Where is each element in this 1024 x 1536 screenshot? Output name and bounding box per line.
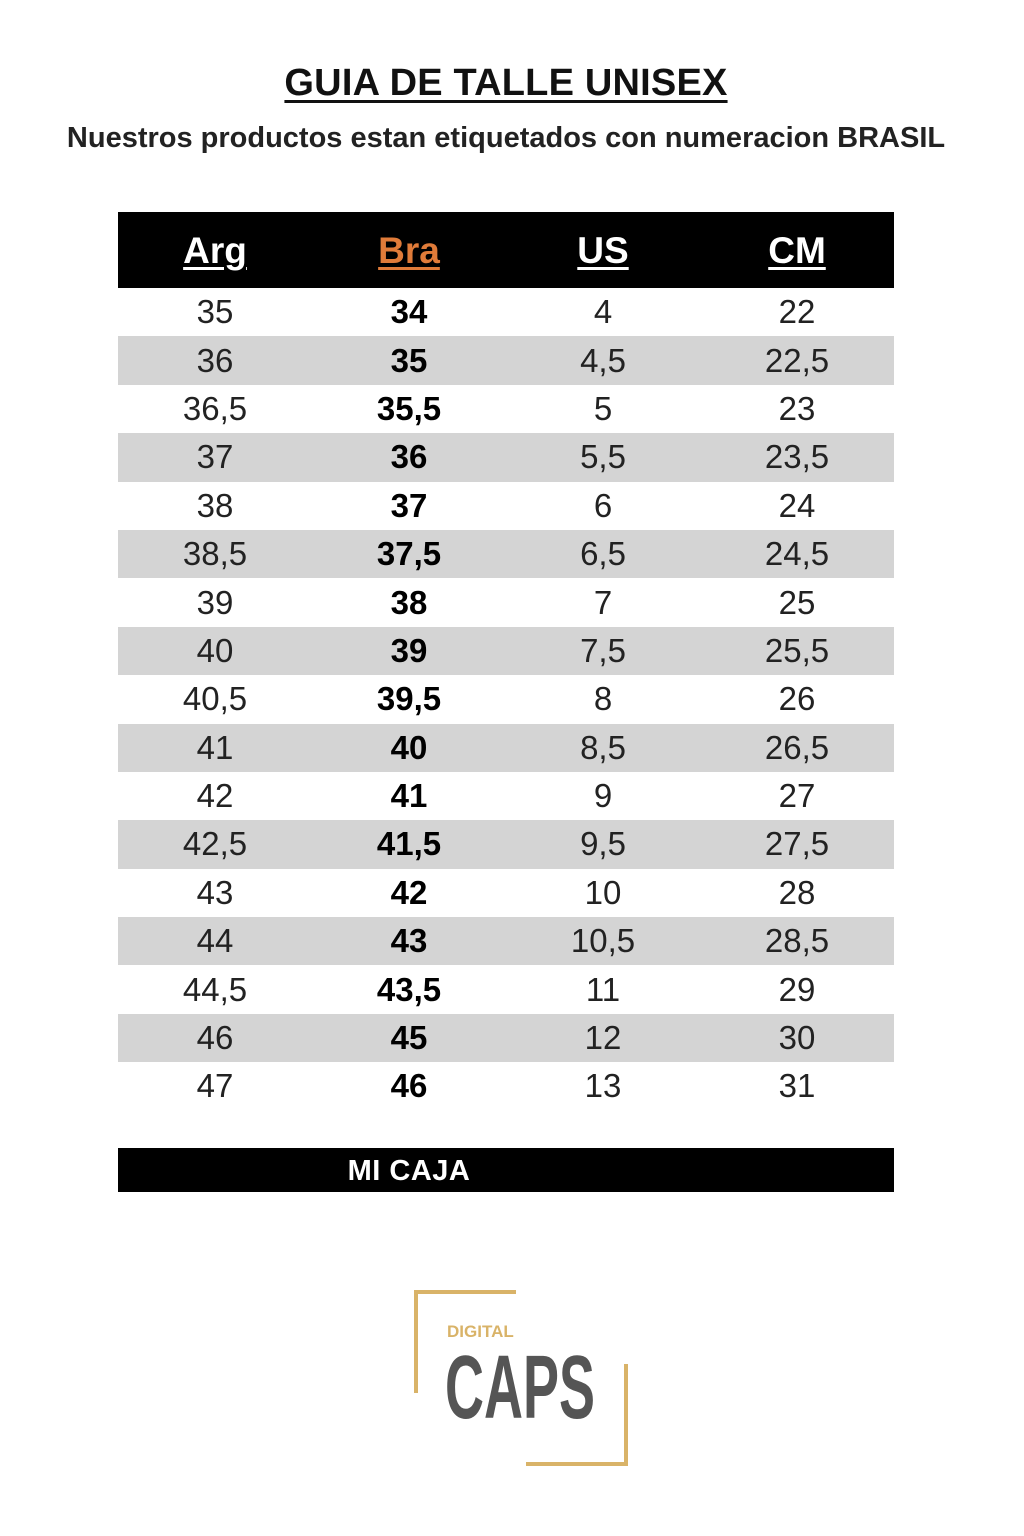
cell-cm: 24 — [778, 486, 816, 524]
cell-arg: 41 — [196, 728, 234, 766]
cell-cm: 27 — [778, 777, 816, 815]
cell-bra: 38 — [390, 583, 428, 621]
table-row — [118, 336, 894, 384]
size-table — [118, 212, 894, 1111]
cell-bra: 39 — [390, 631, 428, 669]
cell-bra: 43,5 — [376, 970, 442, 1008]
cell-cm: 24,5 — [764, 535, 830, 573]
logo-small-text: DIGITAL — [447, 1322, 514, 1341]
cell-arg: 40,5 — [182, 680, 248, 718]
table-row — [118, 772, 894, 820]
table-header — [118, 212, 894, 288]
cell-cm: 31 — [778, 1067, 816, 1105]
cell-cm: 25 — [778, 583, 816, 621]
table-row — [118, 917, 894, 965]
cell-bra: 45 — [390, 1019, 428, 1057]
cell-cm: 28,5 — [764, 922, 830, 960]
cell-cm: 29 — [778, 970, 816, 1008]
cell-bra: 40 — [390, 728, 428, 766]
cell-us: 6 — [593, 486, 613, 524]
table-body — [118, 288, 894, 1111]
cell-arg: 40 — [196, 631, 234, 669]
table-row — [118, 433, 894, 481]
cell-us: 7,5 — [580, 631, 626, 669]
cell-arg: 35 — [196, 293, 234, 331]
cell-cm: 26 — [778, 680, 816, 718]
table-row — [118, 530, 894, 578]
cell-bra: 37 — [390, 486, 428, 524]
table-row — [118, 1014, 894, 1062]
cell-us: 6,5 — [580, 535, 626, 573]
column-header-cm: CM — [768, 230, 826, 271]
cell-bra: 46 — [390, 1067, 428, 1105]
table-row — [118, 482, 894, 530]
table-row — [118, 965, 894, 1013]
cell-cm: 22,5 — [764, 341, 830, 379]
footer-bar — [118, 1148, 894, 1192]
cell-cm: 23 — [778, 389, 816, 427]
cell-arg: 44 — [196, 922, 234, 960]
cell-cm: 30 — [778, 1019, 816, 1057]
cell-us: 13 — [584, 1067, 622, 1105]
table-row — [118, 820, 894, 868]
cell-bra: 36 — [390, 438, 428, 476]
cell-us: 9 — [593, 777, 613, 815]
cell-arg: 36,5 — [182, 389, 248, 427]
table-row — [118, 627, 894, 675]
table-row — [118, 869, 894, 917]
page-subtitle: Nuestros productos estan etiquetados con numeracion BRASIL — [66, 122, 946, 154]
cell-us: 10 — [584, 873, 622, 911]
table-row — [118, 1062, 894, 1110]
cell-bra: 35 — [390, 341, 428, 379]
table-row — [118, 675, 894, 723]
cell-us: 10,5 — [570, 922, 636, 960]
cell-us: 12 — [584, 1019, 622, 1057]
cell-us: 11 — [585, 970, 621, 1008]
table-row — [118, 724, 894, 772]
cell-bra: 34 — [390, 293, 428, 331]
cell-arg: 38,5 — [182, 535, 248, 573]
cell-arg: 39 — [196, 583, 234, 621]
cell-cm: 27,5 — [764, 825, 830, 863]
cell-arg: 38 — [196, 486, 234, 524]
cell-cm: 26,5 — [764, 728, 830, 766]
logo-main-text: CAPS — [445, 1338, 595, 1438]
cell-arg: 47 — [196, 1067, 234, 1105]
cell-us: 5 — [593, 389, 613, 427]
cell-us: 8 — [593, 680, 613, 718]
table-row — [118, 288, 894, 336]
cell-cm: 25,5 — [764, 631, 830, 669]
cell-us: 7 — [593, 583, 613, 621]
cell-bra: 41 — [390, 777, 428, 815]
cell-arg: 42 — [196, 777, 234, 815]
cell-cm: 22 — [778, 293, 816, 331]
table-row — [118, 385, 894, 433]
cell-arg: 43 — [196, 873, 234, 911]
table-row — [118, 578, 894, 626]
cell-arg: 44,5 — [182, 970, 248, 1008]
cell-arg: 36 — [196, 341, 234, 379]
cell-arg: 37 — [196, 438, 234, 476]
cell-us: 9,5 — [580, 825, 626, 863]
column-header-arg: Arg — [183, 230, 247, 271]
cell-us: 4 — [593, 293, 613, 331]
column-header-us: US — [577, 230, 629, 271]
column-header-bra: Bra — [378, 230, 440, 271]
cell-us: 8,5 — [580, 728, 626, 766]
footer-label: MI CAJA — [347, 1155, 471, 1187]
cell-bra: 42 — [390, 873, 428, 911]
cell-arg: 46 — [196, 1019, 234, 1057]
cell-bra: 43 — [390, 922, 428, 960]
brand-logo-graphic — [412, 1288, 630, 1470]
cell-bra: 35,5 — [376, 389, 442, 427]
cell-bra: 39,5 — [376, 680, 442, 718]
brand-logo — [412, 1288, 630, 1470]
page-title: GUIA DE TALLE UNISEX — [284, 62, 728, 104]
cell-arg: 42,5 — [182, 825, 248, 863]
cell-bra: 37,5 — [376, 535, 442, 573]
cell-bra: 41,5 — [376, 825, 442, 863]
cell-cm: 23,5 — [764, 438, 830, 476]
cell-cm: 28 — [778, 873, 816, 911]
cell-us: 4,5 — [580, 341, 626, 379]
cell-us: 5,5 — [580, 438, 626, 476]
